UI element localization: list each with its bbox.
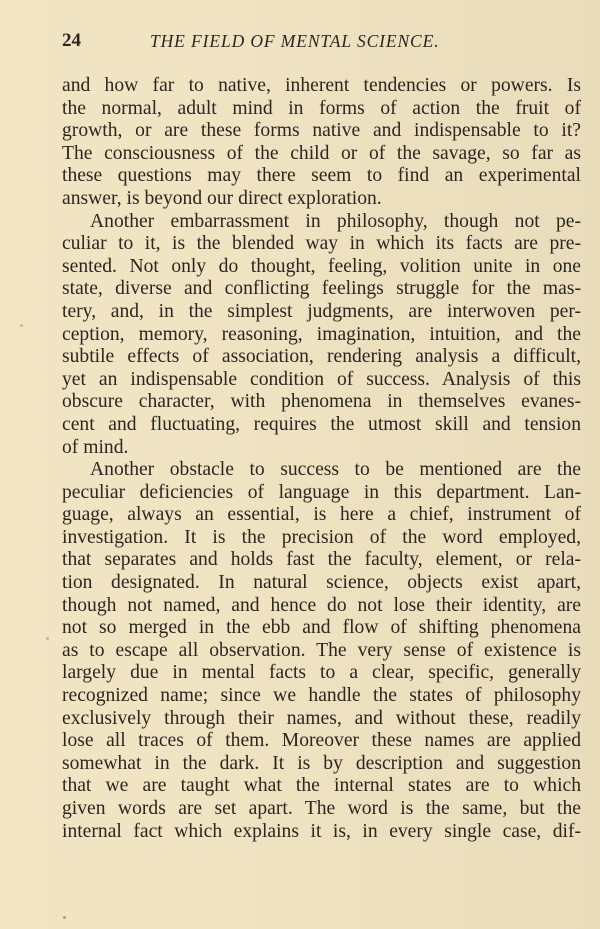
running-title: THE FIELD OF MENTAL SCIENCE. — [150, 31, 440, 51]
text-line: these questions may there seem to find an experimental — [62, 165, 581, 187]
paper-speck — [20, 324, 23, 327]
text-line: answer, is beyond our direct exploration. — [62, 187, 382, 209]
text-line: internal fact which explains it is, in every single case, dif- — [62, 820, 581, 842]
running-head — [62, 30, 578, 52]
body-text — [62, 75, 581, 843]
paragraph — [62, 211, 581, 460]
text-line: guage, always an essential, is here a chief, instrument of — [62, 504, 581, 526]
paper-speck — [46, 637, 49, 640]
text-line: culiar to it, is the blended way in which its facts are pre- — [62, 233, 581, 255]
text-line: somewhat in the dark. It is by description and suggestion — [62, 752, 581, 774]
text-line: Another obstacle to success to be mentioned are the — [90, 459, 581, 481]
text-line: The consciousness of the child or of the savage, so far as — [62, 142, 581, 164]
text-line: cent and fluctuating, requires the utmost skill and tension — [62, 413, 581, 435]
text-line: lose all traces of them. Moreover these names are applied — [62, 730, 581, 752]
text-line: tion designated. In natural science, objects exist apart, — [62, 572, 581, 594]
paragraph — [62, 75, 581, 211]
text-line: state, diverse and conflicting feelings struggle for the mas- — [62, 278, 581, 300]
text-line: sented. Not only do thought, feeling, volition unite in one — [62, 255, 581, 277]
text-line: tery, and, in the simplest judgments, are interwoven per- — [62, 300, 581, 322]
text-line: not so merged in the ebb and flow of shifting phenomena — [62, 617, 581, 639]
paragraph — [62, 459, 581, 843]
text-line: exclusively through their names, and without these, readily — [62, 707, 581, 729]
paper-speck — [63, 916, 66, 919]
page-number: 24 — [62, 30, 81, 51]
text-line: of mind. — [62, 436, 129, 458]
text-line: growth, or are these forms native and indispensable to it? — [62, 120, 581, 142]
text-line: given words are set apart. The word is the same, but the — [62, 798, 581, 819]
text-line: yet an indispensable condition of success. Analysis of this — [62, 368, 581, 390]
text-line: the normal, adult mind in forms of action the fruit of — [62, 97, 581, 119]
text-line: that separates and holds fast the faculty, element, or rela- — [62, 549, 581, 571]
text-line: peculiar deficiencies of language in this department. Lan- — [62, 481, 581, 503]
text-line: though not named, and hence do not lose their identity, are — [62, 594, 581, 616]
text-line: as to escape all observation. The very sense of existence is — [62, 639, 581, 661]
text-line: obscure character, with phenomena in themselves evanes- — [62, 391, 581, 413]
text-line: investigation. It is the precision of the word employed, — [62, 526, 581, 548]
text-line: recognized name; since we handle the states of philosophy — [62, 685, 581, 707]
text-line: and how far to native, inherent tendencies or powers. Is — [62, 75, 581, 96]
text-line: ception, memory, reasoning, imagination, intuition, and the — [62, 323, 581, 345]
text-line: that we are taught what the internal states are to which — [62, 775, 581, 797]
text-line: largely due in mental facts to a clear, specific, generally — [62, 662, 581, 684]
text-line: Another embarrassment in philosophy, though not pe- — [90, 210, 581, 232]
text-line: subtile effects of association, rendering analysis a difficult, — [62, 346, 581, 368]
